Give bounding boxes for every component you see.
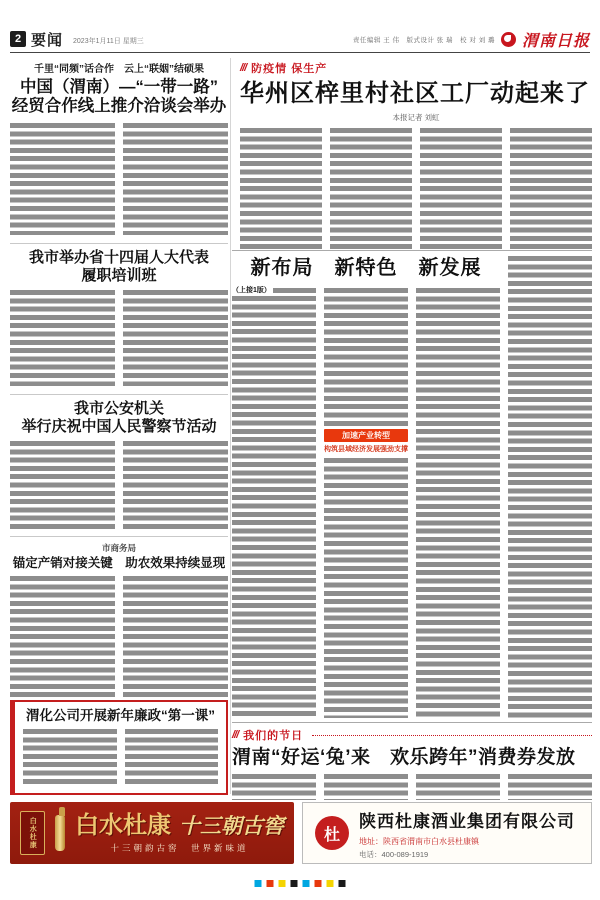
article-training: [10, 249, 228, 386]
body-text-column: [416, 774, 500, 800]
article-headline: 我市举办省十四届人大代表: [28, 249, 209, 266]
editor-credits: 责任编辑 王 伟 版式设计 张 瑞 校 对 刘 璐: [352, 36, 495, 44]
ad-dukang-banner: [10, 802, 294, 864]
ad-product: 十三朝古窖: [179, 812, 284, 838]
article-headline-layout: 新布局 新特色 新发展: [250, 257, 482, 279]
article-festival: [232, 727, 592, 800]
body-text-column: [123, 290, 228, 386]
body-text-column: [232, 288, 316, 718]
color-mark: [279, 880, 286, 887]
ad-dukang-company: [302, 802, 592, 864]
seal-text: 白水杜康: [29, 817, 37, 849]
continued-note-row: [232, 288, 316, 296]
body-text-column: [508, 256, 592, 718]
company-logo-icon: 杜: [315, 816, 349, 850]
article-headline: 渭化公司开展新年廉政“第一课”: [26, 708, 215, 723]
article-subhead-line: 构筑县域经济发展强劲支撑: [324, 446, 408, 453]
tag-label: 我们的节日: [243, 730, 304, 742]
body-text-column: [123, 576, 228, 698]
body-text-column: [324, 774, 408, 800]
article-subhead: 加速产业转型: [324, 429, 408, 442]
color-mark: [339, 880, 346, 887]
masthead-rule: [10, 52, 590, 53]
article-kicker: 市商务局: [101, 543, 136, 553]
body-text-column: [240, 128, 322, 252]
article-commerce: [10, 542, 228, 698]
column-divider: [230, 58, 231, 794]
article-kicker: 千里“同频”话合作 云上“联姻”结硕果: [34, 64, 204, 75]
color-mark: [291, 880, 298, 887]
article-body: [10, 123, 228, 235]
company-name: 陕西杜康酒业集团有限公司: [359, 811, 575, 831]
article-body: [23, 729, 218, 787]
company-address: 地址：陕西省渭南市白水县杜康镇: [359, 836, 479, 846]
section-separator: [232, 250, 592, 251]
article-byline: 本报记者 刘虹: [392, 113, 440, 123]
color-mark: [267, 880, 274, 887]
section-title: 要闻: [31, 31, 64, 49]
article-body: [240, 128, 592, 252]
company-info: [359, 807, 575, 860]
dotted-rule: [312, 735, 592, 736]
body-text-column: [510, 128, 592, 252]
body-text-column: [10, 290, 115, 386]
color-mark: [327, 880, 334, 887]
article-separator: [10, 243, 228, 244]
article-headline: 举行庆祝中国人民警察节活动: [21, 417, 217, 435]
body-text-column: [420, 128, 502, 252]
color-mark: [315, 880, 322, 887]
article-headline: 履职培训班: [81, 266, 157, 284]
wine-bottle-icon: [55, 815, 66, 851]
body-text-column: [10, 441, 115, 531]
body-text-column: [416, 288, 500, 718]
body-text-column: [23, 729, 117, 787]
company-hotline: 电话：400-089-1919: [359, 849, 429, 859]
article-body: [10, 290, 228, 386]
body-text-column: [232, 296, 316, 718]
article-police: [10, 400, 228, 531]
article-factory: [240, 60, 592, 252]
article-headline: 渭南“好运‘兔’来 欢乐跨年”消费券发放: [232, 747, 576, 768]
ad-brand: 白水杜康: [75, 809, 171, 839]
body-text-column: [330, 128, 412, 252]
continued-note: （上接1版）: [232, 287, 271, 294]
body-text-column: [125, 729, 219, 787]
slashes-icon: ///: [232, 729, 239, 741]
body-text-column: [10, 123, 115, 235]
ad-text: [75, 809, 284, 854]
article-tag: [240, 60, 592, 76]
article-headline: 中国（渭南）—“一带一路”: [20, 78, 218, 96]
article-separator: [10, 536, 228, 537]
body-text-column: [324, 288, 408, 429]
color-mark: [303, 880, 310, 887]
page-number: 2: [10, 31, 26, 47]
body-text-column: [123, 441, 228, 531]
masthead-right: [353, 28, 590, 51]
dukang-seal: [20, 811, 45, 855]
article-headline: 经贸合作线上推介洽谈会举办: [11, 97, 227, 116]
color-mark: [255, 880, 262, 887]
newspaper-logo-icon: [501, 32, 516, 47]
print-registration-marks: [255, 880, 346, 887]
article-weihua-box: [10, 700, 228, 795]
article-body: [10, 576, 228, 698]
section-separator: [232, 722, 592, 723]
article-body: [232, 774, 592, 800]
body-text-line: [273, 288, 316, 294]
newspaper-name: 渭南日报: [521, 32, 590, 50]
tag-label: 防疫情 保生产: [251, 63, 328, 75]
body-text-column: [508, 774, 592, 800]
body-text-column: [324, 458, 408, 718]
article-body: [10, 441, 228, 531]
issue-date: 2023年1月11日 星期三: [73, 38, 144, 45]
body-text-column: [324, 288, 408, 718]
ad-slogan: 十三朝韵古窖 世界新味道: [110, 842, 249, 853]
article-headline: 锚定产销对接关键 助农效果持续显现: [12, 556, 226, 570]
article-separator: [10, 394, 228, 395]
article-tag: [232, 727, 592, 743]
body-text-column: [10, 576, 115, 698]
body-text-column: [232, 774, 316, 800]
article-headline: 华州区梓里村社区工厂动起来了: [240, 80, 590, 107]
slashes-icon: ///: [240, 62, 247, 74]
masthead: [10, 28, 590, 50]
article-headline: 我市公安机关: [73, 400, 164, 417]
article-belt-road: [10, 60, 228, 235]
body-text-column: [123, 123, 228, 235]
